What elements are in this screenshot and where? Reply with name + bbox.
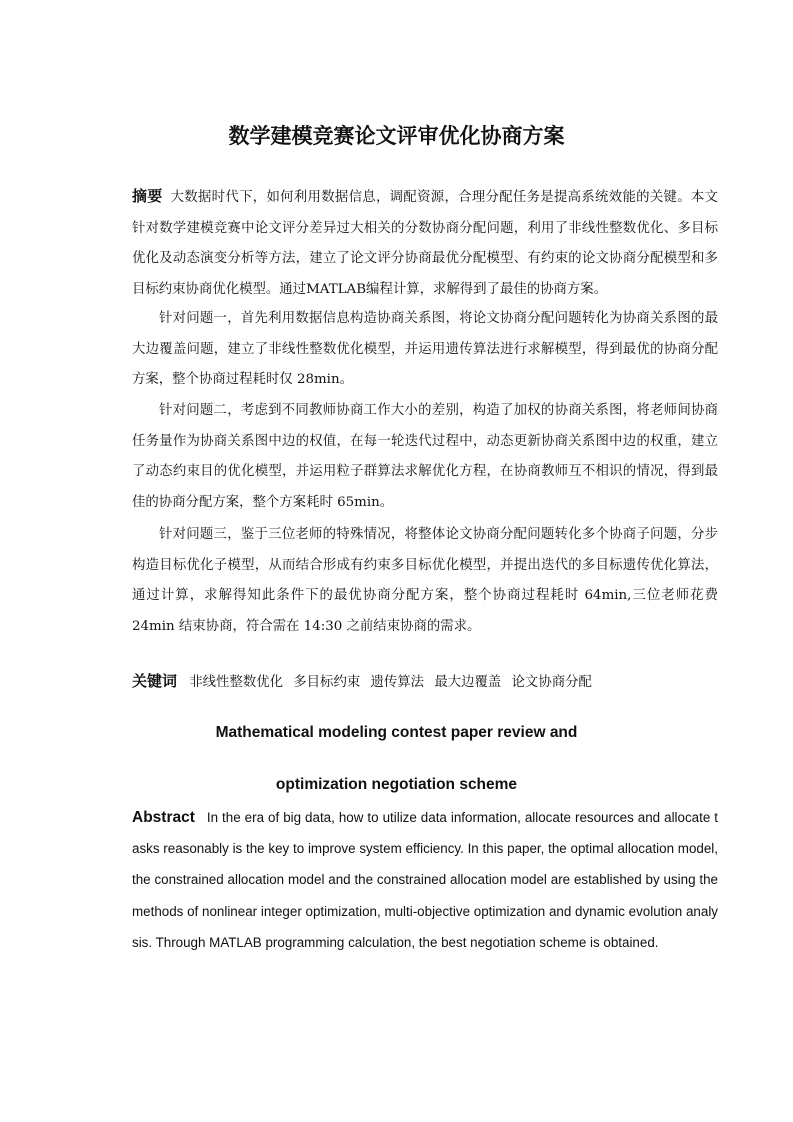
keyword-item: 遗传算法	[370, 675, 425, 690]
keywords-line	[132, 670, 598, 691]
english-title-line-2: optimization negotiation scheme	[275, 776, 518, 793]
keywords-label: 关键词	[132, 672, 178, 690]
abstract-cn-paragraph-3: 针对问题三，鉴于三位老师的特殊情况，将整体论文协商分配问题转化多个协商子问题，分步构造目标优化子模型，从而结合形成有约束多目标优化模型，并提出迭代的多目标遗传优化算法，通过计算，求解得知此条件下的最优协商分配方案，整个协商过程耗时 64min,三位老师花费 24min 结束协商，符合需在 14:30 之前结束协商的需求。	[132, 527, 718, 635]
abstract-en	[132, 802, 718, 958]
abstract-cn-label: 摘要	[132, 187, 163, 205]
keyword-item: 非线性整数优化	[189, 675, 284, 690]
english-title-line-1: Mathematical modeling contest paper review and	[215, 724, 578, 741]
abstract-en-text: In the era of big data, how to utilize data information, allocate resources and allocate tasks reasonably is the key to improve system efficiency. In this paper, the optimal allocation model, the constrained allocation model and the constrained allocation model are established by using the methods of nonlinear integer optimization, multi-objective optimization and dynamic evolution analysis. Through MATLAB programming calculation, the best negotiation scheme is obtained.	[132, 810, 718, 950]
keyword-item: 多目标约束	[293, 675, 361, 690]
abstract-cn-paragraph-1: 针对问题一，首先利用数据信息构造协商关系图，将论文协商分配问题转化为协商关系图的最大边覆盖问题，建立了非线性整数优化模型，并运用遗传算法进行求解模型，得到最优的协商分配方案，整个协商过程耗时仅 28min。	[132, 311, 718, 388]
abstract-cn-intro-text: 大数据时代下，如何利用数据信息，调配资源，合理分配任务是提高系统效能的关键。本文针对数学建模竞赛中论文评分差异过大相关的分数协商分配问题，利用了非线性整数优化、多目标优化及动态演变分析等方法，建立了论文评分协商最优分配模型、有约束的论文协商分配模型和多目标约束协商优化模型。通过MATLAB编程计算，求解得到了最佳的协商方案。	[132, 190, 718, 298]
paper-title: 数学建模竞赛论文评审优化协商方案	[228, 124, 565, 148]
abstract-cn-paragraph-2: 针对问题二，考虑到不同教师协商工作大小的差别，构造了加权的协商关系图，将老师间协商任务量作为协商关系图中边的权值，在每一轮迭代过程中，动态更新协商关系图中边的权重，建立了动态约束目的优化模型，并运用粒子群算法求解优化方程，在协商教师互不相识的情况，得到最佳的协商分配方案，整个方案耗时 65min。	[132, 403, 718, 511]
abstract-cn-intro	[132, 181, 718, 306]
keyword-item: 论文协商分配	[511, 675, 592, 690]
keyword-item: 最大边覆盖	[434, 675, 502, 690]
abstract-en-label: Abstract	[132, 809, 195, 826]
